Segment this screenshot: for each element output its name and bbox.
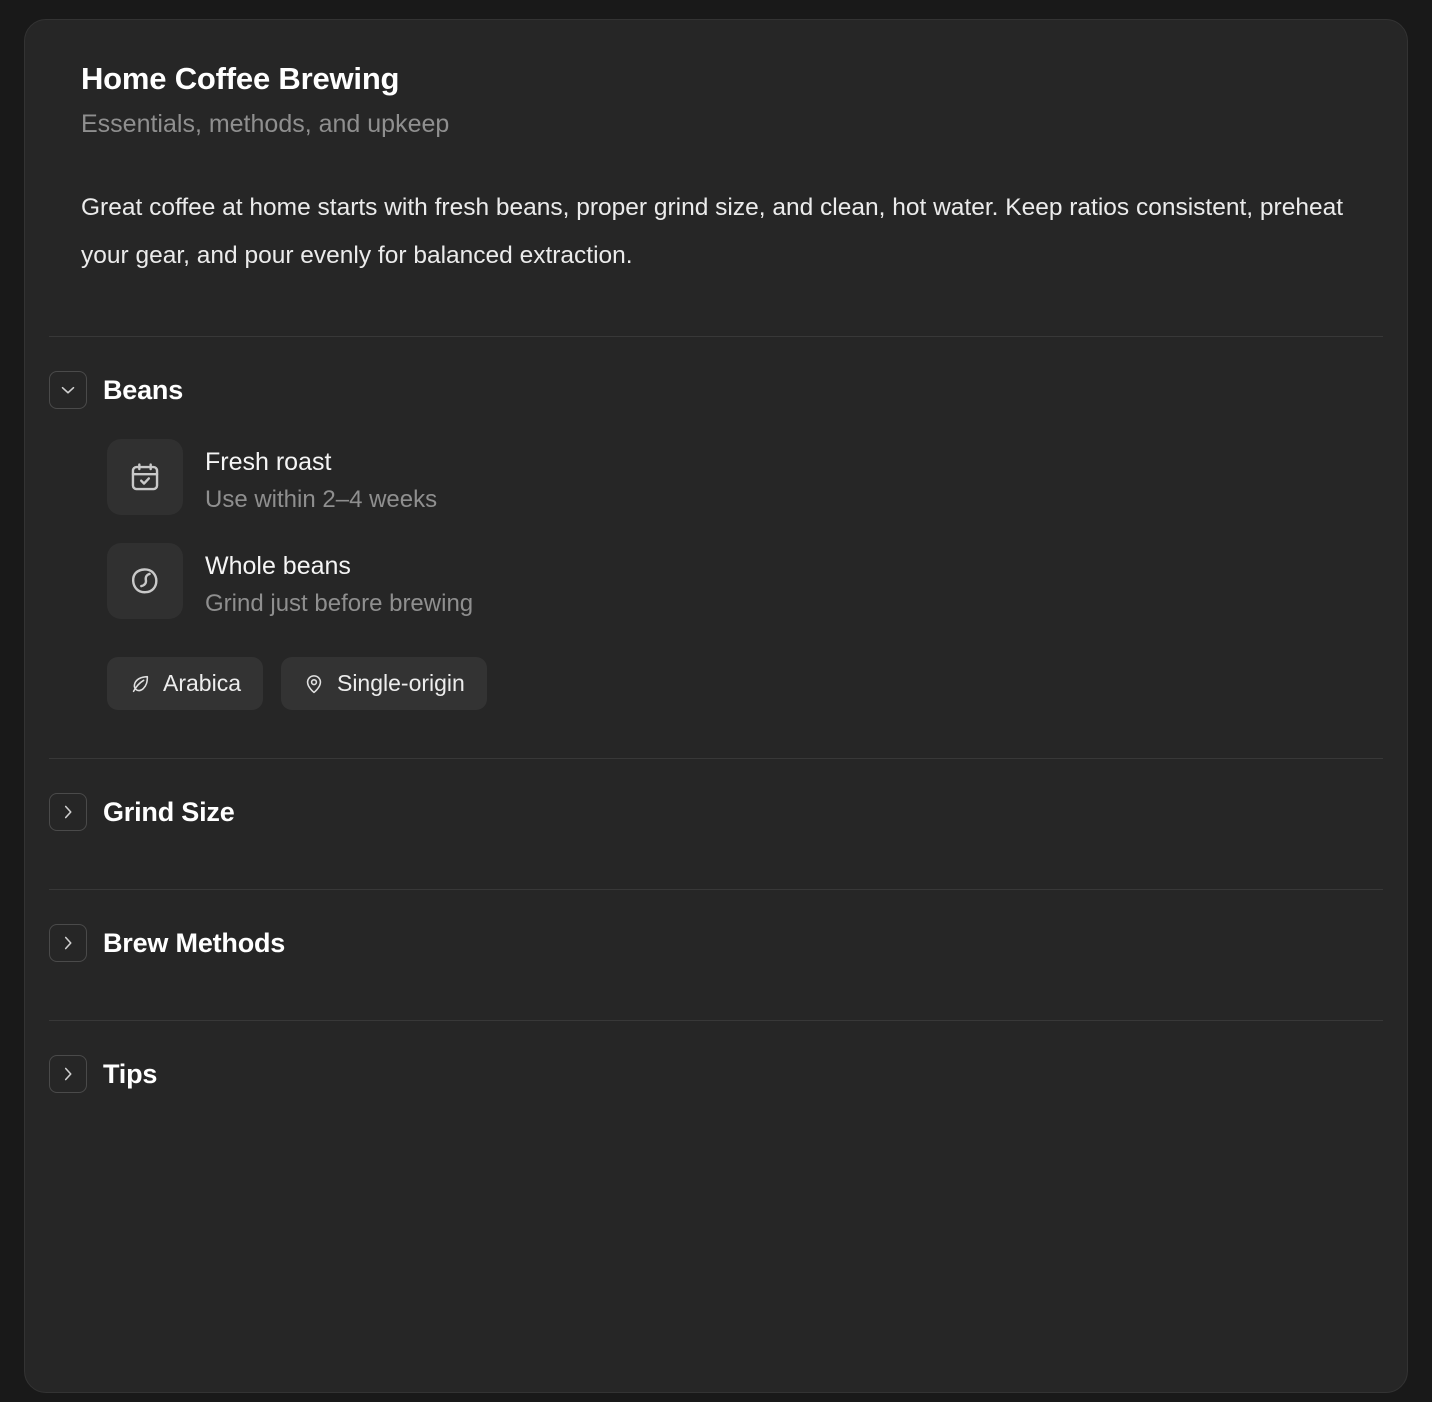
list-item-subtitle: Use within 2–4 weeks [205, 486, 438, 513]
list-item-title: Fresh roast [205, 448, 332, 476]
intro-paragraph: Great coffee at home starts with fresh beans, proper grind size, and clean, hot water. Keep ratios consistent, preheat your gear, and pour evenly for balanced extraction. [81, 194, 1344, 269]
section-title-beans: Beans [103, 374, 184, 405]
section-header-tips[interactable] [49, 1021, 1383, 1093]
chevron-right-icon[interactable] [49, 924, 87, 962]
section-title-brew-methods: Brew Methods [103, 927, 286, 958]
section-spacer [49, 1093, 1383, 1151]
section-title-tips: Tips [103, 1058, 158, 1089]
list-item-text [205, 543, 473, 621]
sections-list [25, 336, 1407, 1151]
section-body-beans [49, 409, 1383, 758]
chevron-right-icon[interactable] [49, 793, 87, 831]
page-title: Home Coffee Brewing [81, 61, 400, 96]
section-tips [25, 1021, 1407, 1151]
chip-arabica[interactable] [107, 657, 263, 710]
card-inner [25, 20, 1407, 280]
section-header-brew-methods[interactable] [49, 890, 1383, 962]
chip-label: Single-origin [336, 670, 465, 696]
map-pin-icon [303, 673, 325, 695]
chip-group [107, 657, 1383, 710]
chip-label: Arabica [163, 670, 241, 696]
section-header-beans[interactable] [49, 337, 1383, 409]
list-item[interactable] [107, 439, 1383, 517]
info-card [24, 19, 1408, 1393]
section-beans [25, 337, 1407, 758]
section-brew-methods [25, 890, 1407, 1020]
section-spacer [49, 831, 1383, 889]
list-item-text [205, 439, 437, 517]
list-item[interactable] [107, 543, 1383, 621]
calendar-check-icon [107, 439, 183, 515]
chip-single-origin[interactable] [281, 657, 487, 710]
list-item-title: Whole beans [205, 552, 351, 580]
page-subtitle: Essentials, methods, and upkeep [81, 110, 450, 138]
leaf-icon [129, 673, 151, 695]
section-title-grind-size: Grind Size [103, 796, 235, 827]
section-header-grind-size[interactable] [49, 759, 1383, 831]
bean-icon [107, 543, 183, 619]
chevron-right-icon[interactable] [49, 1055, 87, 1093]
section-spacer [49, 962, 1383, 1020]
section-grind-size [25, 759, 1407, 889]
list-item-subtitle: Grind just before brewing [205, 590, 474, 617]
chevron-down-icon[interactable] [49, 371, 87, 409]
